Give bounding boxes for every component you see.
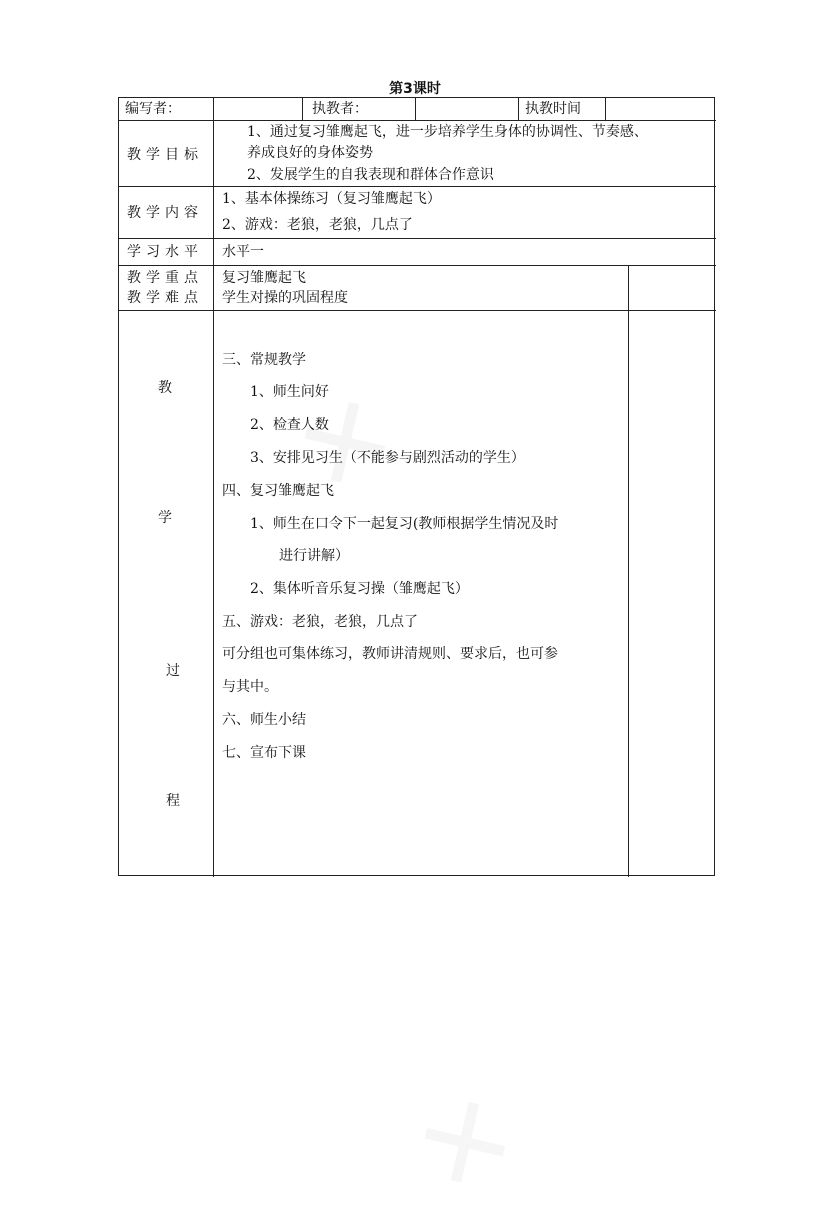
process-line: 与其中。 (222, 679, 278, 695)
process-line: 可分组也可集体练习，教师讲清规则、要求后，也可参 (222, 646, 558, 662)
content-line-2: 2、游戏：老狼，老狼，几点了 (222, 217, 413, 233)
objectives-label: 教学目标 (127, 147, 203, 163)
process-line: 六、师生小结 (222, 712, 306, 728)
lesson-plan-table (118, 97, 715, 876)
content-label: 教学内容 (127, 205, 203, 221)
objective-line-3: 2、发展学生的自我表现和群体合作意识 (247, 167, 494, 183)
level-value: 水平一 (222, 244, 264, 260)
process-label-char-4: 程 (166, 793, 180, 809)
key-point-label: 教学重点 (127, 270, 203, 286)
process-line: 2、检查人数 (250, 417, 329, 433)
process-line: 1、师生在口令下一起复习(教师根据学生情况及时 (250, 516, 559, 532)
teacher-label: 执教者： (312, 101, 368, 117)
level-label: 学习水平 (127, 244, 203, 260)
process-label-char-1: 教 (158, 380, 172, 396)
process-line: 2、集体听音乐复习操（雏鹰起飞） (250, 581, 469, 597)
key-point-value: 复习雏鹰起飞 (222, 270, 306, 286)
page-title: 第3课时 (389, 81, 441, 97)
process-label-char-3: 过 (166, 663, 180, 679)
difficulty-label: 教学难点 (127, 290, 203, 306)
process-line: 七、宣布下课 (222, 745, 306, 761)
process-line: 3、安排见习生（不能参与剧烈活动的学生） (250, 450, 525, 466)
objective-line-2: 养成良好的身体姿势 (247, 145, 373, 161)
process-label-char-2: 学 (158, 510, 172, 526)
process-line: 四、复习雏鹰起飞 (222, 483, 334, 499)
difficulty-value: 学生对操的巩固程度 (222, 290, 348, 306)
time-label: 执教时间 (525, 101, 581, 117)
process-line: 进行讲解） (279, 548, 349, 564)
watermark-bottom (393, 1065, 539, 1222)
content-line-1: 1、基本体操练习（复习雏鹰起飞） (222, 191, 441, 207)
process-line: 五、游戏：老狼，老狼，几点了 (222, 614, 418, 630)
writer-label: 编写者： (125, 101, 181, 117)
process-line: 三、常规教学 (222, 352, 306, 368)
objective-line-1: 1、通过复习雏鹰起飞，进一步培养学生身体的协调性、节奏感、 (247, 124, 648, 140)
process-line: 1、师生问好 (250, 384, 329, 400)
